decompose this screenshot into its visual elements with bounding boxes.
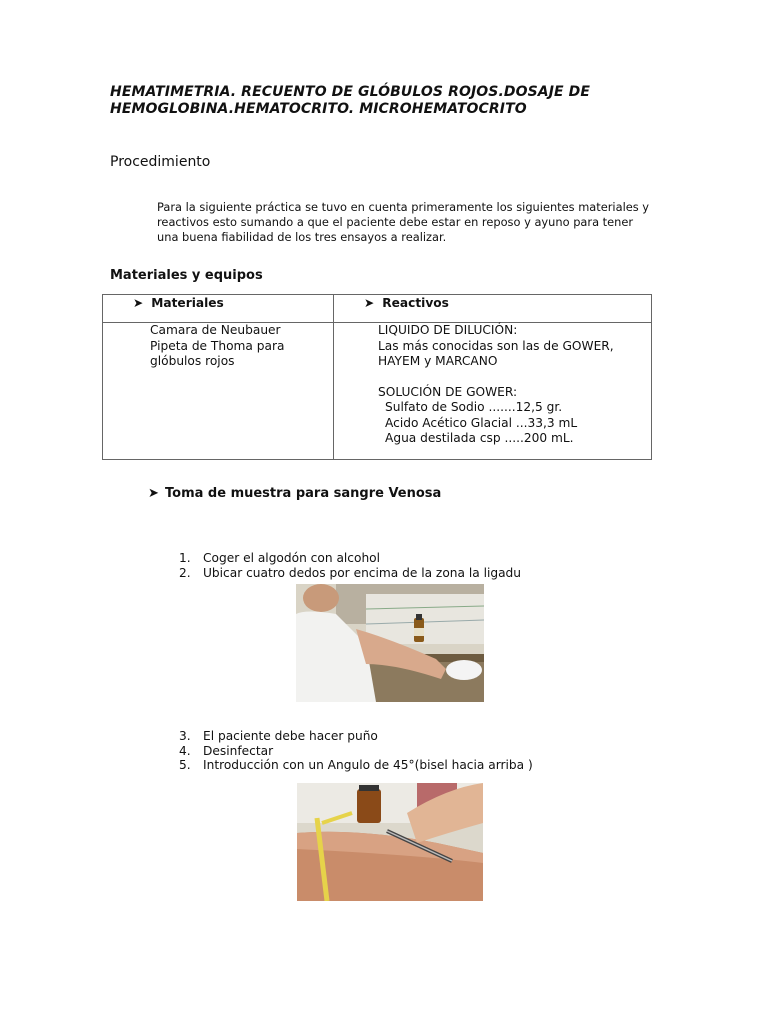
gower-item: Acido Acético Glacial ...33,3 mL xyxy=(385,415,578,430)
steps-list-a xyxy=(179,551,521,580)
list-item: 3. El paciente debe hacer puño xyxy=(179,729,378,743)
arrow-bullet-icon: ➤ xyxy=(133,296,144,310)
gower-item: Sulfato de Sodio .......12,5 gr. xyxy=(385,400,563,414)
reagents-desc: HAYEM y MARCANO xyxy=(378,354,498,368)
gower-title: SOLUCIÓN DE GOWER: xyxy=(378,384,518,399)
list-item: 1. Coger el algodón con alcohol xyxy=(179,551,381,565)
photo-patient-arm xyxy=(296,584,484,702)
list-item: 2. Ubicar cuatro dedos por encima de la zona la ligadu xyxy=(179,565,522,580)
title-line-1: HEMATIMETRIA. RECUENTO DE GLÓBULOS ROJOS.DOSAJE DE xyxy=(110,84,591,100)
procedimiento-heading: Procedimiento xyxy=(110,154,211,170)
materials-header-cell xyxy=(103,295,334,323)
arrow-bullet-icon: ➤ xyxy=(148,486,159,501)
steps-list-b xyxy=(179,729,533,773)
material-item: Pipeta de Thoma para xyxy=(150,338,285,353)
materials-heading: Materiales y equipos xyxy=(110,268,263,283)
document-title xyxy=(110,84,670,118)
arrow-bullet-icon: ➤ xyxy=(364,296,375,310)
reagents-header-cell xyxy=(334,295,652,323)
photo-venipuncture xyxy=(297,783,483,901)
list-item: 5. Introducción con un Angulo de 45°(bisel hacia arriba ) xyxy=(179,758,533,772)
intro-paragraph: Para la siguiente práctica se tuvo en cuenta primeramente los siguientes materiales y reactivos esto sumando a que el paciente debe estar en reposo y ayuno para tener una buena fiabilidad de los tres ensayos a realizar. xyxy=(157,200,650,244)
list-item: 4. Desinfectar xyxy=(179,743,274,758)
reagents-title: LIQUIDO DE DILUCIÓN: xyxy=(378,323,518,337)
materials-cell xyxy=(103,323,334,460)
reagents-header: Reactivos xyxy=(382,296,449,310)
toma-heading-text: Toma de muestra para sangre Venosa xyxy=(165,486,442,501)
title-line-2: HEMOGLOBINA.HEMATOCRITO. MICROHEMATOCRITO xyxy=(110,101,527,117)
material-item: Camara de Neubauer xyxy=(150,323,281,337)
gower-item: Agua destilada csp .....200 mL. xyxy=(385,431,574,445)
toma-heading xyxy=(148,486,441,501)
reagents-desc: Las más conocidas son las de GOWER, xyxy=(378,338,614,353)
reagents-cell xyxy=(334,323,652,460)
materials-header: Materiales xyxy=(151,296,224,310)
materials-table xyxy=(102,294,652,460)
material-item: glóbulos rojos xyxy=(150,354,235,368)
